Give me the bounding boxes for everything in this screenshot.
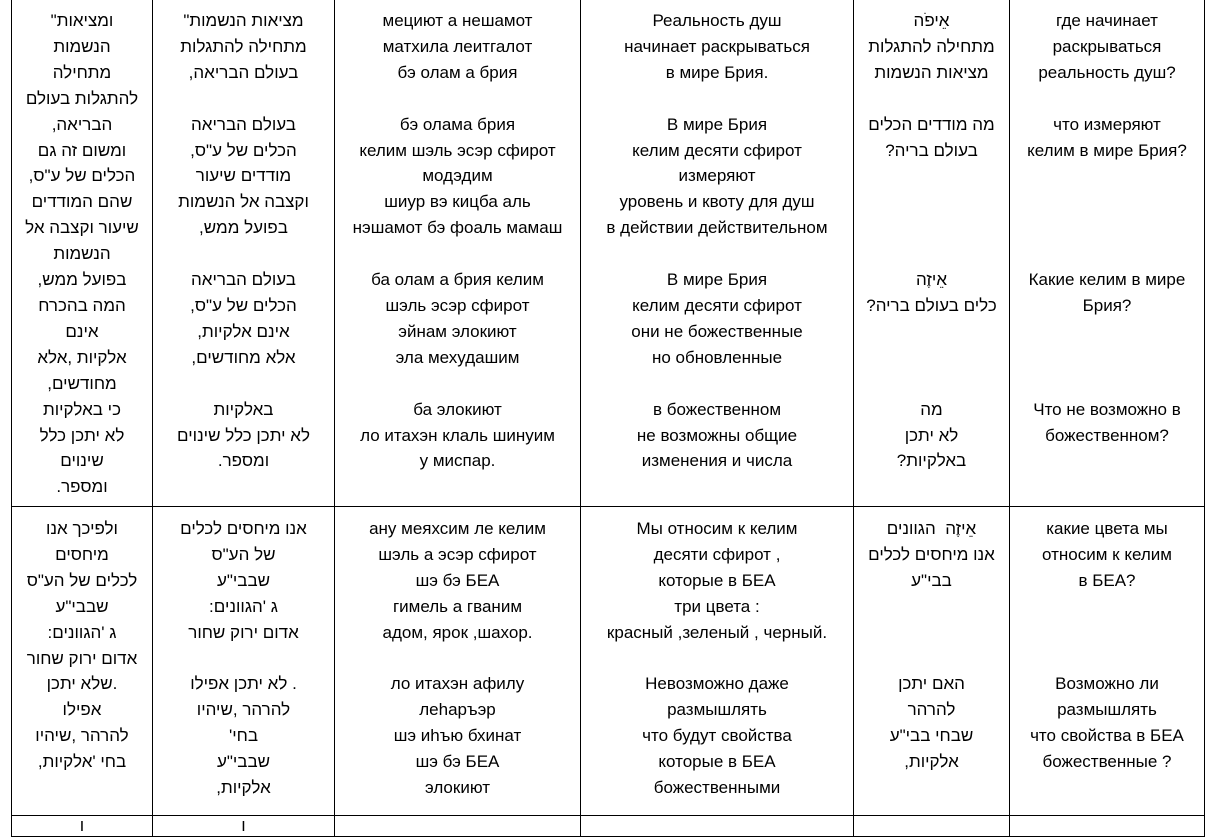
table-cell — [12, 507, 153, 816]
table-cell — [335, 0, 581, 507]
hebrew-segmented-text: ו — [241, 816, 246, 835]
table-cell — [153, 507, 335, 816]
hebrew-question-text: אֵיזֶה הגוונים אנו מיחסים לכלים בבי"ע האם יתכן להרהר שבחי בבי"ע אלקיות, — [868, 519, 995, 772]
table-cell — [12, 0, 153, 507]
hebrew-source-text: ומציאות" הנשמות מתחילה להתגלות בעולם הבריאה, ומשום זה גם הכלים של ע"ס, שהם המודדים שיעור וקצבה אל הנשמות בפועל ממש, המה בהכרח אינם אלקיות ,אלא מחודשים, כי באלקיות לא יתכן כלל שינוים ומספר. — [25, 11, 139, 497]
hebrew-source-text: ו — [79, 816, 85, 835]
hebrew-question-text: אֵיפֹה מתחילה להתגלות מציאות הנשמות מה מודדים הכלים בעולם בריה? אֵיזֶה כלים בעולם בריה? מה לא יתכן באלקיות? — [866, 11, 997, 471]
hebrew-segmented-text: מציאות הנשמות" מתחילה להתגלות בעולם הבריאה, בעולם הבריאה הכלים של ע"ס, מודדים שיעור וקצבה אל הנשמות בפועל ממש, בעולם הבריאה הכלים של ע"ס, אינם אלקיות, אלא מחודשים, באלקיות לא יתכן כלל שינוים ומספר. — [177, 11, 310, 471]
table-row — [12, 816, 1205, 837]
hebrew-source-text: ולפיכך אנו מיחסים לכלים של הע"ס שבבי"ע ג 'הגוונים: אדום ירוק שחור .שלא יתכן אפילו להרהר ,שיהיו בחי 'אלקיות, — [26, 519, 138, 772]
hebrew-segmented-text: אנו מיחסים לכלים של הע"ס שבבי"ע ג 'הגוונים: אדום ירוק שחור . לא יתכן אפילו להרהר ,שיהיו בחי' שבבי"ע אלקיות, — [180, 519, 307, 798]
transliteration-text: ану меяхсим ле келим шэль а эсэр сфирот шэ бэ БЕА гимель а гваним адом, ярок ,шахор. ло итахэн афилу леhаръэр шэ иhъю бхинат шэ бэ БЕА элокиют — [369, 519, 546, 798]
translation-table — [11, 0, 1205, 837]
table-cell — [335, 816, 581, 837]
table-cell — [581, 0, 854, 507]
table-cell — [581, 816, 854, 837]
table-cell — [153, 0, 335, 507]
table-row — [12, 507, 1205, 816]
russian-translation-text: Мы относим к келим десяти сфирот , которые в БЕА три цвета : красный ,зеленый , черный. Невозможно даже размышлять что будут свойства которые в БЕА божественными — [606, 519, 828, 798]
table-cell — [1010, 507, 1205, 816]
table-cell — [581, 507, 854, 816]
russian-question-text: какие цвета мы относим к келим в БЕА? Возможно ли размышлять что свойства в БЕА божественные ? — [1030, 519, 1184, 772]
table-row — [12, 0, 1205, 507]
table-cell — [1010, 816, 1205, 837]
table-cell — [854, 0, 1010, 507]
transliteration-text: мециют а нешамот матхила леитгалот бэ олам а брия бэ олама брия келим шэль эсэр сфирот модэдим шиур вэ кицба аль нэшамот бэ фоаль мамаш ба олам а брия келим шэль эсэр сфирот эйнам элокиют эла мехудашим ба элокиют ло итахэн клаль шинуим у миспар. — [352, 11, 563, 471]
table-cell — [1010, 0, 1205, 507]
russian-translation-text: Реальность душ начинает раскрываться в мире Брия. В мире Брия келим десяти сфирот измеряют уровень и квоту для душ в действии действительном В мире Брия келим десяти сфирот они не божественные но обновленные в божественном не возможны общие изменения и числа — [606, 11, 828, 471]
table-cell — [335, 507, 581, 816]
table-cell — [854, 507, 1010, 816]
table-cell — [153, 816, 335, 837]
table-cell — [854, 816, 1010, 837]
table-cell — [12, 816, 153, 837]
russian-question-text: где начинает раскрываться реальность душ? что измеряют келим в мире Брия? Какие келим в мире Брия? Что не возможно в божественном? — [1027, 11, 1187, 445]
